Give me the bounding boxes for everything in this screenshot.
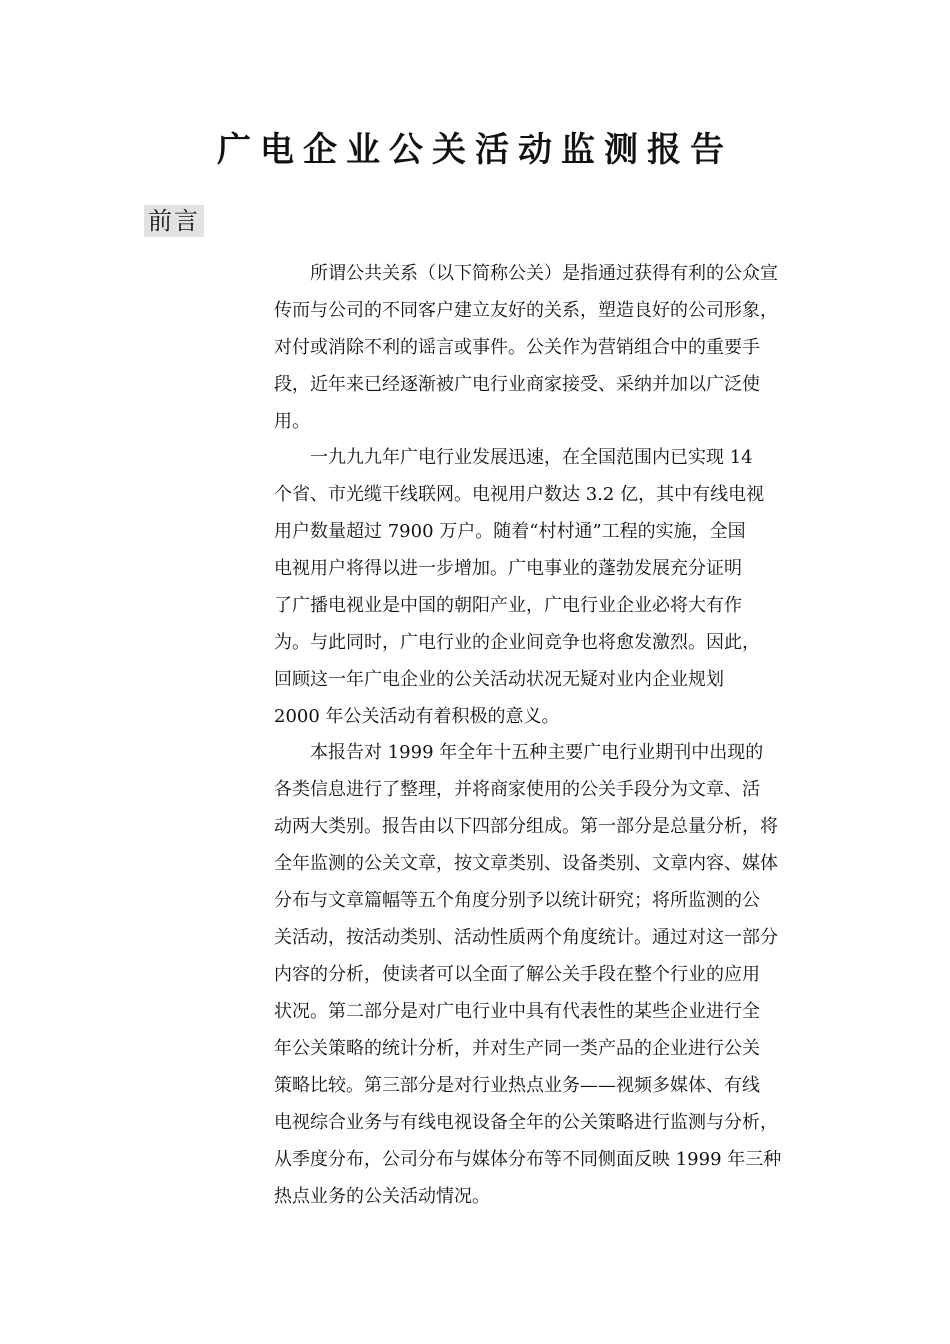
paragraph-1 (274, 255, 802, 440)
paragraph-line: 状况。第二部分是对广电行业中具有代表性的某些企业进行全 (274, 1001, 760, 1022)
paragraph-line: 内容的分析，使读者可以全面了解公关手段在整个行业的应用 (274, 964, 760, 985)
section-heading-preface: 前言 (144, 205, 204, 237)
paragraph-line: 了广播电视业是中国的朝阳产业，广电行业企业必将大有作 (274, 595, 742, 616)
paragraph-line: 回顾这一年广电企业的公关活动状况无疑对业内企业规划 (274, 669, 724, 690)
paragraph-line: 本报告对 1999 年全年十五种主要广电行业期刊中出现的 (310, 742, 764, 763)
paragraph-line: 传而与公司的不同客户建立友好的关系，塑造良好的公司形象， (274, 300, 778, 321)
paragraph-line: 分布与文章篇幅等五个角度分别予以统计研究；将所监测的公 (274, 890, 760, 911)
paragraph-line: 对付或消除不利的谣言或事件。公关作为营销组合中的重要手 (274, 337, 760, 358)
paragraph-line: 用。 (274, 411, 310, 432)
paragraph-line: 关活动，按活动类别、活动性质两个角度统计。通过对这一部分 (274, 927, 778, 948)
paragraph-line: 为。与此同时，广电行业的企业间竞争也将愈发激烈。因此， (274, 632, 760, 653)
paragraph-2 (274, 439, 779, 735)
paragraph-line: 一九九九年广电行业发展迅速，在全国范围内已实现 14 (310, 447, 753, 468)
paragraph-line: 全年监测的公关文章，按文章类别、设备类别、文章内容、媒体 (274, 853, 778, 874)
paragraph-3 (274, 734, 802, 1215)
paragraph-line: 个省、市光缆干线联网。电视用户数达 3.2 亿，其中有线电视 (274, 484, 765, 505)
document-title: 广电企业公关活动监测报告 (217, 130, 733, 170)
paragraph-line: 各类信息进行了整理，并将商家使用的公关手段分为文章、活 (274, 779, 760, 800)
paragraph-line: 段，近年来已经逐渐被广电行业商家接受、采纳并加以广泛使 (274, 374, 760, 395)
paragraph-line: 用户数量超过 7900 万户。随着“村村通”工程的实施，全国 (274, 521, 746, 542)
paragraph-line: 策略比较。第三部分是对行业热点业务——视频多媒体、有线 (274, 1075, 760, 1096)
paragraph-line: 电视用户将得以进一步增加。广电事业的蓬勃发展充分证明 (274, 558, 742, 579)
paragraph-line: 所谓公共关系（以下简称公关）是指通过获得有利的公众宣 (310, 263, 778, 284)
paragraph-line: 2000 年公关活动有着积极的意义。 (274, 706, 560, 727)
paragraph-line: 年公关策略的统计分析，并对生产同一类产品的企业进行公关 (274, 1038, 760, 1059)
paragraph-line: 热点业务的公关活动情况。 (274, 1186, 490, 1207)
paragraph-line: 电视综合业务与有线电视设备全年的公关策略进行监测与分析， (274, 1112, 778, 1133)
paragraph-line: 动两大类别。报告由以下四部分组成。第一部分是总量分析，将 (274, 816, 778, 837)
paragraph-line: 从季度分布，公司分布与媒体分布等不同侧面反映 1999 年三种 (274, 1149, 782, 1170)
